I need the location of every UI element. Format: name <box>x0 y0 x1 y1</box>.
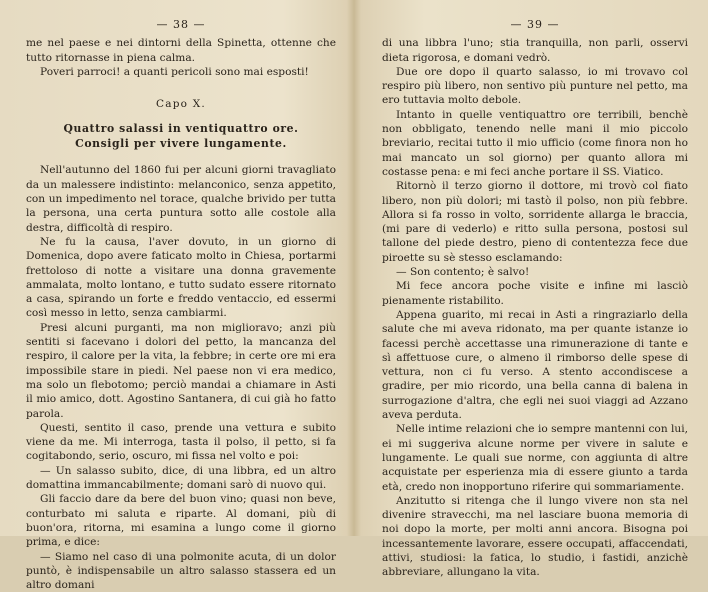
paragraph: Gli faccio dare da bere del buon vino; quasi non beve, conturbato mi saluta e riparte. Al domani, più di buon'ora, ritorna, mi esamina a lungo come il giorno prima, e dice: <box>26 492 336 549</box>
chapter-heading <box>26 121 336 151</box>
paragraph: — Siamo nel caso di una polmonite acuta, di un dolor puntò, è indispensabile un altro salasso stassera ed un altro domani <box>26 550 336 592</box>
page-number-right: — 39 — <box>382 18 688 32</box>
paragraph: Nelle intime relazioni che io sempre mantenni con lui, ei mi suggeriva alcune norme per vivere in salute e lungamente. Le quali sue norme, con aggiunta di altre acquistate per esperienza mia di essere giunto a tarda età, credo non inopportuno riferire qui sommariamente. <box>382 422 688 493</box>
paragraph: Mi fece ancora poche visite e infine mi lasciò pienamente ristabilito. <box>382 279 688 308</box>
paragraph: Anzitutto si ritenga che il lungo vivere non sta nel divenire stravecchi, ma nel lasciare buona memoria di noi dopo la morte, per molti anni ancora. Bisogna poi incessantemente lavorare, essere occupati, affaccendati, attivi, studiosi: la fatica, lo studio, i fastidi, anzichè abbreviare, allungano la vita. <box>382 494 688 580</box>
paragraph: Ne fu la causa, l'aver dovuto, in un giorno di Domenica, dopo avere faticato molto in Chiesa, portarmi frettoloso di notte a visitare una donna gravemente ammalata, molto lontano, e tutto sudato essere ritornato a casa, spirando un forte e freddo ventaccio, ed essermi così messo in letto, senza cambiarmi. <box>26 235 336 321</box>
paragraph: Presi alcuni purganti, ma non miglioravo; anzi più sentiti si facevano i dolori del petto, la mancanza del respiro, il calore per la vita, la febbre; in certe ore mi era impossibile stare in piedi. Nel paese non vi era medico, ma solo un flebotomo; perciò mandai a chiamare in Asti il mio amico, dott. Agostino Santanera, di cui già ho fatto parola. <box>26 321 336 421</box>
paragraph: Ritornò il terzo giorno il dottore, mi trovò col fiato libero, non più dolori; mi tastò il polso, non più febbre. Allora si fa rosso in volto, sorridente allarga le braccia, (mi pare di vederlo) e ritto sulla persona, postosi sul tallone del piede destro, pieno di contentezza fece due piroette su sè stesso esclamando: <box>382 179 688 265</box>
paragraph: Nell'autunno del 1860 fui per alcuni giorni travagliato da un malessere indistinto: melanconico, senza appetito, con un impedimento nel torace, qualche brivido per tutta la persona, una certa puntura sotto alle costole alla destra, difficoltà di respiro. <box>26 163 336 234</box>
paragraph: — Un salasso subito, dice, di una libbra, ed un altro domattina immancabilmente; domani sarò di nuovo qui. <box>26 464 336 493</box>
left-page <box>0 0 354 536</box>
chapter-label: Capo X. <box>26 97 336 111</box>
paragraph: Appena guarito, mi recai in Asti a ringraziarlo della salute che mi aveva ridonato, ma per quante istanze io facessi perchè accettasse una rimunerazione di tante e sì affettuose cure, o almeno il rimborso delle spese di vettura, non ci fu verso. A stento accondiscese a gradire, per mio ricordo, una bella canna di balena in surrogazione d'altra, che egli nei suoi viaggi ad Azzano aveva perduta. <box>382 308 688 422</box>
page-number-left: — 38 — <box>26 18 336 32</box>
paragraph: Questi, sentito il caso, prende una vettura e subito viene da me. Mi interroga, tasta il polso, il petto, si fa cogitabondo, serio, oscuro, mi fissa nel volto e poi: <box>26 421 336 464</box>
paragraph: di una libbra l'uno; stia tranquilla, non parli, osservi dieta rigorosa, e domani vedrò. <box>382 36 688 65</box>
paragraph: Intanto in quelle ventiquattro ore terribili, benchè non obbligato, tenendo nelle mani il mio piccolo breviario, recitai tutto il mio ufficio (come finora non ho mai mancato un sol giorno) per quanto allora mi costasse pena: e mi feci anche portare il SS. Viatico. <box>382 108 688 179</box>
paragraph: — Son contento; è salvo! <box>382 265 688 279</box>
right-page <box>354 0 708 536</box>
paragraph: Due ore dopo il quarto salasso, io mi trovavo col respiro più libero, non sentivo più punture nel petto, ma ero tuttavia molto debole. <box>382 65 688 108</box>
paragraph: Poveri parroci! a quanti pericoli sono mai esposti! <box>26 65 336 79</box>
paragraph: me nel paese e nei dintorni della Spinetta, ottenne che tutto ritornasse in piena calma. <box>26 36 336 65</box>
chapter-heading-line: Quattro salassi in ventiquattro ore. <box>26 121 336 136</box>
chapter-heading-line: Consigli per vivere lungamente. <box>26 136 336 151</box>
